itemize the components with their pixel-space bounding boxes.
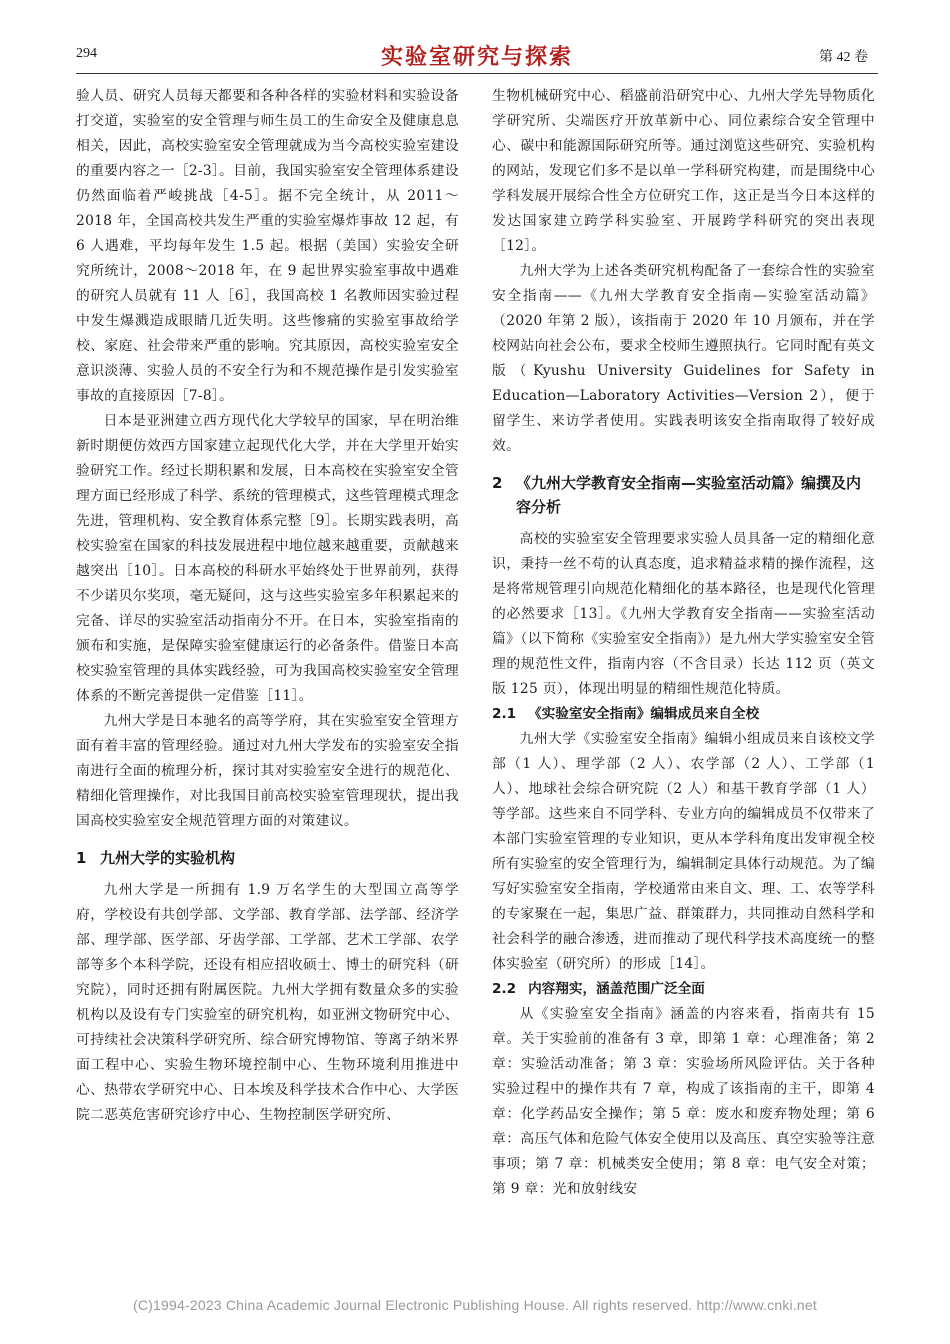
page-number: 294 (76, 46, 97, 61)
journal-title: 实验室研究与探索 (380, 44, 573, 70)
subsection-title: 《实验室安全指南》编辑成员来自全校 (528, 706, 760, 722)
paragraph: 九州大学是一所拥有 1.9 万名学生的大型国立高等学府，学校设有共创学部、文学部、教育学部、法学部、经济学部、理学部、医学部、牙齿学部、工学部、艺术工学部、农学部等多个本科学院，还设有相应招收硕士、博士的研究科（研究院），同时还拥有附属医院。九州大学拥有数量众多的实验机构以及设有专门实验室的研究机构，如亚洲文物研究中心、可持续社会决策科学研究所、综合研究博物馆、等离子纳米界面工程中心、实验生物环境控制中心、生物环境利用推进中心、热带农学研究中心、日本埃及科学技术合作中心、大学医院二恶英危害研究诊疗中心、生物控制医学研究所、 (76, 882, 459, 1123)
paragraph: 高校的实验室安全管理要求实验人员具备一定的精细化意识，秉持一丝不苟的认真态度，追求精益求精的操作流程，这是将常规管理引向规范化精细化的基本路径，也是现代化管理的必然要求［13］。《九州大学教育安全指南——实验室活动篇》（以下简称《实验室安全指南》）是九州大学实验室安全管理的规范性文件，指南内容（不含目录）长达 112 页（英文版 125 页），体现出明显的精细性规范化特质。 (492, 531, 875, 697)
paragraph: 九州大学《实验室安全指南》编辑小组成员来自该校文学部（1 人）、理学部（2 人）、农学部（2 人）、工学部（1 人）、地球社会综合研究院（2 人）和基干教育学部（1 人）等学部。这些来自不同学科、专业方向的编辑成员不仅带来了本部门实验室管理的专业知识，更从本学科角度出发审视全校所有实验室的安全管理行为，编辑制定具体行动规范。为了编写好实验室安全指南，学校通常由来自文、理、工、农等学科的专家聚在一起，集思广益、群策群力，共同推动自然科学和社会科学的融合渗透，进而推动了现代科学技术高度统一的整体实验室（研究所）的形成［14］。 (492, 731, 875, 972)
section-heading-2 (492, 471, 875, 519)
subsection-heading-2-2 (492, 977, 875, 1002)
right-column (492, 84, 875, 1202)
section-title: 九州大学的实验机构 (100, 849, 236, 867)
subsection-number: 2.1 (492, 706, 517, 722)
subsection-title: 内容翔实，涵盖范围广泛全面 (528, 981, 705, 997)
section-heading-1 (76, 846, 459, 870)
subsection-heading-2-1 (492, 702, 875, 727)
paragraph: 生物机械研究中心、稻盛前沿研究中心、九州大学先导物质化学研究所、尖端医疗开放革新中心、同位素综合安全管理中心、碳中和能源国际研究所等。通过浏览这些研究、实验机构的网站，发现它们多不是以单一学科研究构建，而是围绕中心学科发展开展综合性全方位研究工作，这正是当今日本这样的发达国家建立跨学科实验室、开展跨学科研究的突出表现［12］。 (492, 88, 875, 254)
section-number: 1 (76, 849, 87, 867)
left-column (76, 84, 459, 1128)
copyright-footer: (C)1994-2023 China Academic Journal Electronic Publishing House. All rights reserved. http://www.cnki.net (133, 1297, 817, 1313)
section-number: 2 (492, 474, 503, 492)
page-header (76, 40, 878, 68)
paragraph: 九州大学是日本驰名的高等学府，其在实验室安全管理方面有着丰富的管理经验。通过对九州大学发布的实验室安全指南进行全面的梳理分析，探讨其对实验室安全进行的规范化、精细化管理操作，对比我国目前高校实验室管理现状，提出我国高校实验室安全规范管理方面的对策建议。 (76, 713, 459, 829)
paragraph: 验人员、研究人员每天都要和各种各样的实验材料和实验设备打交道，实验室的安全管理与师生员工的生命安全及健康息息相关，因此，高校实验室安全管理就成为当今高校实验室建设的重要内容之一［2-3］。目前，我国实验室安全管理体系建设仍然面临着严峻挑战［4-5］。据不完全统计，从 2011～2018 年，全国高校共发生严重的实验室爆炸事故 12 起，有 6 人遇难，平均每年发生 1.5 起。根据（美国）实验安全研究所统计，2008～2018 年，在 9 起世界实验室事故中遇难的研究人员就有 11 人［6］，我国高校 1 名教师因实验过程中发生爆溅造成眼睛几近失明。这些惨痛的实验室事故给学校、家庭、社会带来严重的影响。究其原因，高校实验室安全意识淡薄、实验人员的不安全行为和不规范操作是引发实验室事故的直接原因［7-8］。 (76, 88, 459, 404)
paragraph: 从《实验室安全指南》涵盖的内容来看，指南共有 15 章。关于实验前的准备有 3 章，即第 1 章：心理准备；第 2 章：实验活动准备；第 3 章：实验场所风险评估。关于各种实验过程中的操作共有 7 章，构成了该指南的主干，即第 4 章：化学药品安全操作；第 5 章：废水和废弃物处理；第 6 章：高压气体和危险气体安全使用以及高压、真空实验等注意事项；第 7 章：机械类安全使用；第 8 章：电气安全对策；第 9 章：光和放射线安 (492, 1006, 875, 1197)
section-title: 《九州大学教育安全指南—实验室活动篇》编撰及内容分析 (516, 474, 862, 516)
volume-label: 第 42 卷 (819, 50, 868, 65)
paragraph: 日本是亚洲建立西方现代化大学较早的国家，早在明治维新时期便仿效西方国家建立起现代化大学，并在大学里开始实验研究工作。经过长期积累和发展，日本高校在实验室安全管理方面已经形成了科学、系统的管理模式，这些管理模式理念先进，管理机构、安全教育体系完整［9］。长期实践表明，高校实验室在国家的科技发展进程中地位越来越重要，贡献越来越突出［10］。日本高校的科研水平始终处于世界前列，获得不少诺贝尔奖项，毫无疑问，这与这些实验室多年积累起来的完备、详尽的实验室活动指南分不开。在日本，实验室指南的颁布和实施，是保障实验室健康运行的必备条件。借鉴日本高校实验室管理的具体实践经验，可为我国高校实验室安全管理体系的不断完善提供一定借鉴［11］。 (76, 413, 459, 704)
header-rule (76, 73, 878, 74)
paragraph: 九州大学为上述各类研究机构配备了一套综合性的实验室安全指南——《九州大学教育安全指南—实验室活动篇》（2020 年第 2 版），该指南于 2020 年 10 月颁布，并在学校网站向社会公布，要求全校师生遵照执行。它同时配有英文版（Kyushu University Guidelines for Safety in Education—Laboratory Activities—Version 2），便于留学生、来访学者使用。实践表明该安全指南取得了较好成效。 (492, 263, 875, 454)
subsection-number: 2.2 (492, 981, 517, 997)
